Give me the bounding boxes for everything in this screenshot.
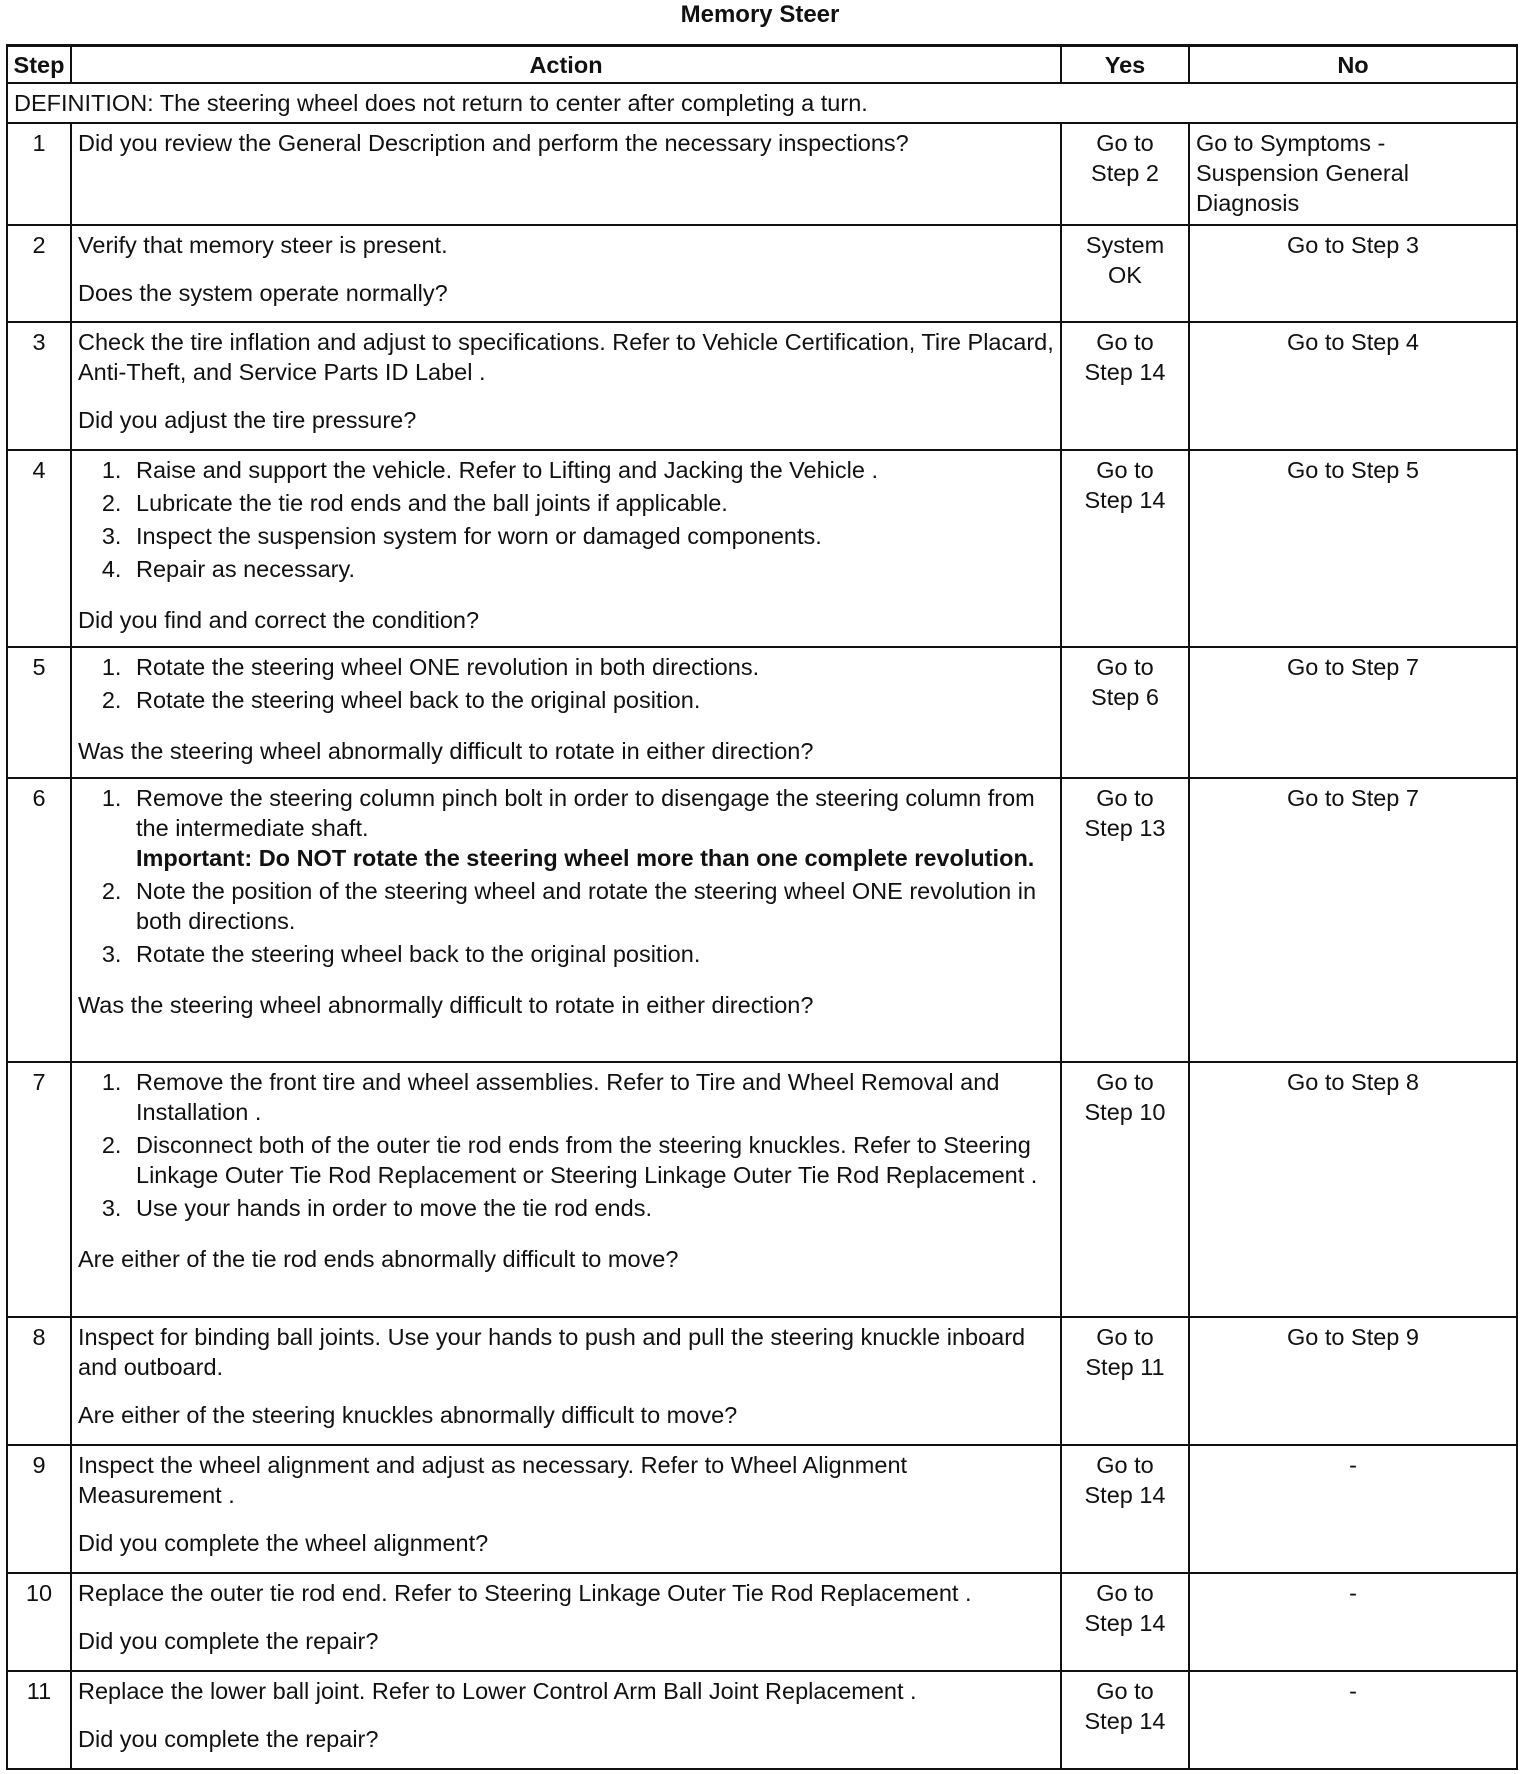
- procedure-list: [78, 783, 1054, 969]
- list-item: [128, 783, 1054, 873]
- step-number: 6: [7, 778, 71, 1062]
- header-action: Action: [71, 46, 1061, 84]
- step-number: 2: [7, 225, 71, 322]
- action-text: Replace the lower ball joint. Refer to Lower Control Arm Ball Joint Replacement .: [78, 1678, 917, 1704]
- procedure-list: [78, 1067, 1054, 1223]
- definition-text: DEFINITION: The steering wheel does not return to center after completing a turn.: [7, 83, 1517, 123]
- no-cell: [1189, 1445, 1517, 1573]
- no-answer: Go to Step 8: [1287, 1069, 1419, 1095]
- yes-cell: [1061, 123, 1189, 225]
- diagnostic-table: [6, 44, 1518, 1770]
- action-text: Inspect for binding ball joints. Use your hands to push and pull the steering knuckle inboard and outboard.: [78, 1324, 1026, 1380]
- yes-answer: Go to Step 14: [1084, 1580, 1166, 1636]
- table-row: [7, 322, 1517, 450]
- no-answer: Go to Symptoms - Suspension General Diagnosis: [1196, 130, 1409, 216]
- action-cell: [71, 225, 1061, 322]
- action-cell: [71, 1573, 1061, 1671]
- table-row: [7, 123, 1517, 225]
- no-cell: [1189, 1062, 1517, 1317]
- action-question: Did you complete the repair?: [78, 1628, 379, 1654]
- yes-answer: Go to Step 14: [1084, 329, 1166, 385]
- action-text: Check the tire inflation and adjust to specifications. Refer to Vehicle Certification, Tire Placard, Anti-Theft, and Service Parts ID Label .: [78, 329, 1054, 385]
- list-item: 1. Remove the front tire and wheel assemblies. Refer to Tire and Wheel Removal and Installation .: [128, 1067, 1054, 1127]
- table-row: [7, 1317, 1517, 1445]
- yes-cell: [1061, 1445, 1189, 1573]
- no-cell: [1189, 450, 1517, 647]
- step-number: 11: [7, 1671, 71, 1769]
- table-row: [7, 450, 1517, 647]
- action-question: Are either of the tie rod ends abnormally difficult to move?: [78, 1246, 679, 1272]
- no-cell: [1189, 647, 1517, 778]
- no-cell: [1189, 778, 1517, 1062]
- step-number: 8: [7, 1317, 71, 1445]
- yes-cell: [1061, 322, 1189, 450]
- list-item: 2. Disconnect both of the outer tie rod ends from the steering knuckles. Refer to Steering Linkage Outer Tie Rod Replacement or Steering Linkage Outer Tie Rod Replacement .: [128, 1130, 1054, 1190]
- header-yes: Yes: [1061, 46, 1189, 84]
- action-cell: [71, 647, 1061, 778]
- yes-cell: [1061, 647, 1189, 778]
- header-row: [7, 46, 1517, 84]
- step-number: 1: [7, 123, 71, 225]
- action-cell: [71, 778, 1061, 1062]
- action-cell: [71, 1062, 1061, 1317]
- action-question: Did you complete the wheel alignment?: [78, 1530, 489, 1556]
- no-cell: [1189, 322, 1517, 450]
- action-cell: [71, 1445, 1061, 1573]
- action-cell: [71, 123, 1061, 225]
- step-number: 4: [7, 450, 71, 647]
- action-question: Does the system operate normally?: [78, 280, 448, 306]
- yes-cell: [1061, 225, 1189, 322]
- yes-answer: Go to Step 14: [1084, 457, 1166, 513]
- procedure-list: [78, 652, 1054, 715]
- action-cell: [71, 322, 1061, 450]
- table-row: [7, 1445, 1517, 1573]
- step-number: 5: [7, 647, 71, 778]
- table-row: [7, 647, 1517, 778]
- step-number: 3: [7, 322, 71, 450]
- action-question: Are either of the steering knuckles abnormally difficult to move?: [78, 1402, 738, 1428]
- yes-answer: Go to Step 2: [1091, 130, 1159, 186]
- list-item: 2. Note the position of the steering wheel and rotate the steering wheel ONE revolution in both directions.: [128, 876, 1054, 936]
- yes-cell: [1061, 1062, 1189, 1317]
- no-answer: Go to Step 5: [1287, 457, 1419, 483]
- no-answer: -: [1349, 1678, 1357, 1704]
- table-row: [7, 778, 1517, 1062]
- action-text: Inspect the wheel alignment and adjust as necessary. Refer to Wheel Alignment Measurement .: [78, 1452, 908, 1508]
- action-text: Verify that memory steer is present.: [78, 232, 448, 258]
- procedure-list: [78, 455, 1054, 584]
- action-cell: [71, 1317, 1061, 1445]
- no-answer: Go to Step 7: [1287, 654, 1419, 680]
- no-answer: Go to Step 4: [1287, 329, 1419, 355]
- action-cell: [71, 450, 1061, 647]
- step-number: 10: [7, 1573, 71, 1671]
- action-question: Did you adjust the tire pressure?: [78, 407, 417, 433]
- yes-answer: System OK: [1085, 232, 1165, 288]
- yes-cell: [1061, 778, 1189, 1062]
- yes-cell: [1061, 450, 1189, 647]
- header-step: Step: [7, 46, 71, 84]
- no-cell: [1189, 1317, 1517, 1445]
- no-answer: Go to Step 3: [1287, 232, 1419, 258]
- no-cell: [1189, 1671, 1517, 1769]
- yes-answer: Go to Step 14: [1084, 1678, 1166, 1734]
- yes-answer: Go to Step 14: [1084, 1452, 1166, 1508]
- no-cell: [1189, 225, 1517, 322]
- action-cell: [71, 1671, 1061, 1769]
- list-item: 3. Inspect the suspension system for worn or damaged components.: [128, 521, 1054, 551]
- no-cell: [1189, 1573, 1517, 1671]
- yes-answer: Go to Step 11: [1085, 1324, 1165, 1380]
- list-item: 1. Raise and support the vehicle. Refer to Lifting and Jacking the Vehicle .: [128, 455, 1054, 485]
- list-item-text: Remove the steering column pinch bolt in order to disengage the steering column from the intermediate shaft.: [136, 785, 1035, 841]
- action-question: Did you complete the repair?: [78, 1726, 379, 1752]
- definition-row: [7, 83, 1517, 123]
- step-number: 9: [7, 1445, 71, 1573]
- header-no: No: [1189, 46, 1517, 84]
- no-answer: Go to Step 7: [1287, 785, 1419, 811]
- list-item: 2. Lubricate the tie rod ends and the ball joints if applicable.: [128, 488, 1054, 518]
- no-answer: Go to Step 9: [1287, 1324, 1419, 1350]
- page-title: Memory Steer: [680, 1, 840, 28]
- no-answer: -: [1349, 1580, 1357, 1606]
- action-question: Was the steering wheel abnormally difficult to rotate in either direction?: [78, 738, 814, 764]
- no-cell: [1189, 123, 1517, 225]
- yes-answer: Go to Step 13: [1084, 785, 1166, 841]
- action-question: Did you find and correct the condition?: [78, 607, 480, 633]
- list-item: 2. Rotate the steering wheel back to the original position.: [128, 685, 1054, 715]
- yes-answer: Go to Step 10: [1084, 1069, 1166, 1125]
- yes-cell: [1061, 1671, 1189, 1769]
- table-row: [7, 1573, 1517, 1671]
- action-question: Did you review the General Description and perform the necessary inspections?: [78, 130, 909, 156]
- table-row: [7, 1062, 1517, 1317]
- important-note: Important: Do NOT rotate the steering wheel more than one complete revolution.: [136, 845, 1035, 871]
- yes-cell: [1061, 1573, 1189, 1671]
- table-row: [7, 225, 1517, 322]
- no-answer: -: [1349, 1452, 1357, 1478]
- yes-answer: Go to Step 6: [1091, 654, 1159, 710]
- table-row: [7, 1671, 1517, 1769]
- list-item: 3. Use your hands in order to move the tie rod ends.: [128, 1193, 1054, 1223]
- action-text: Replace the outer tie rod end. Refer to Steering Linkage Outer Tie Rod Replacement .: [78, 1580, 972, 1606]
- step-number: 7: [7, 1062, 71, 1317]
- list-item: 3. Rotate the steering wheel back to the original position.: [128, 939, 1054, 969]
- list-item: 1. Rotate the steering wheel ONE revolution in both directions.: [128, 652, 1054, 682]
- list-item: 4. Repair as necessary.: [128, 554, 1054, 584]
- action-question: Was the steering wheel abnormally difficult to rotate in either direction?: [78, 992, 814, 1018]
- yes-cell: [1061, 1317, 1189, 1445]
